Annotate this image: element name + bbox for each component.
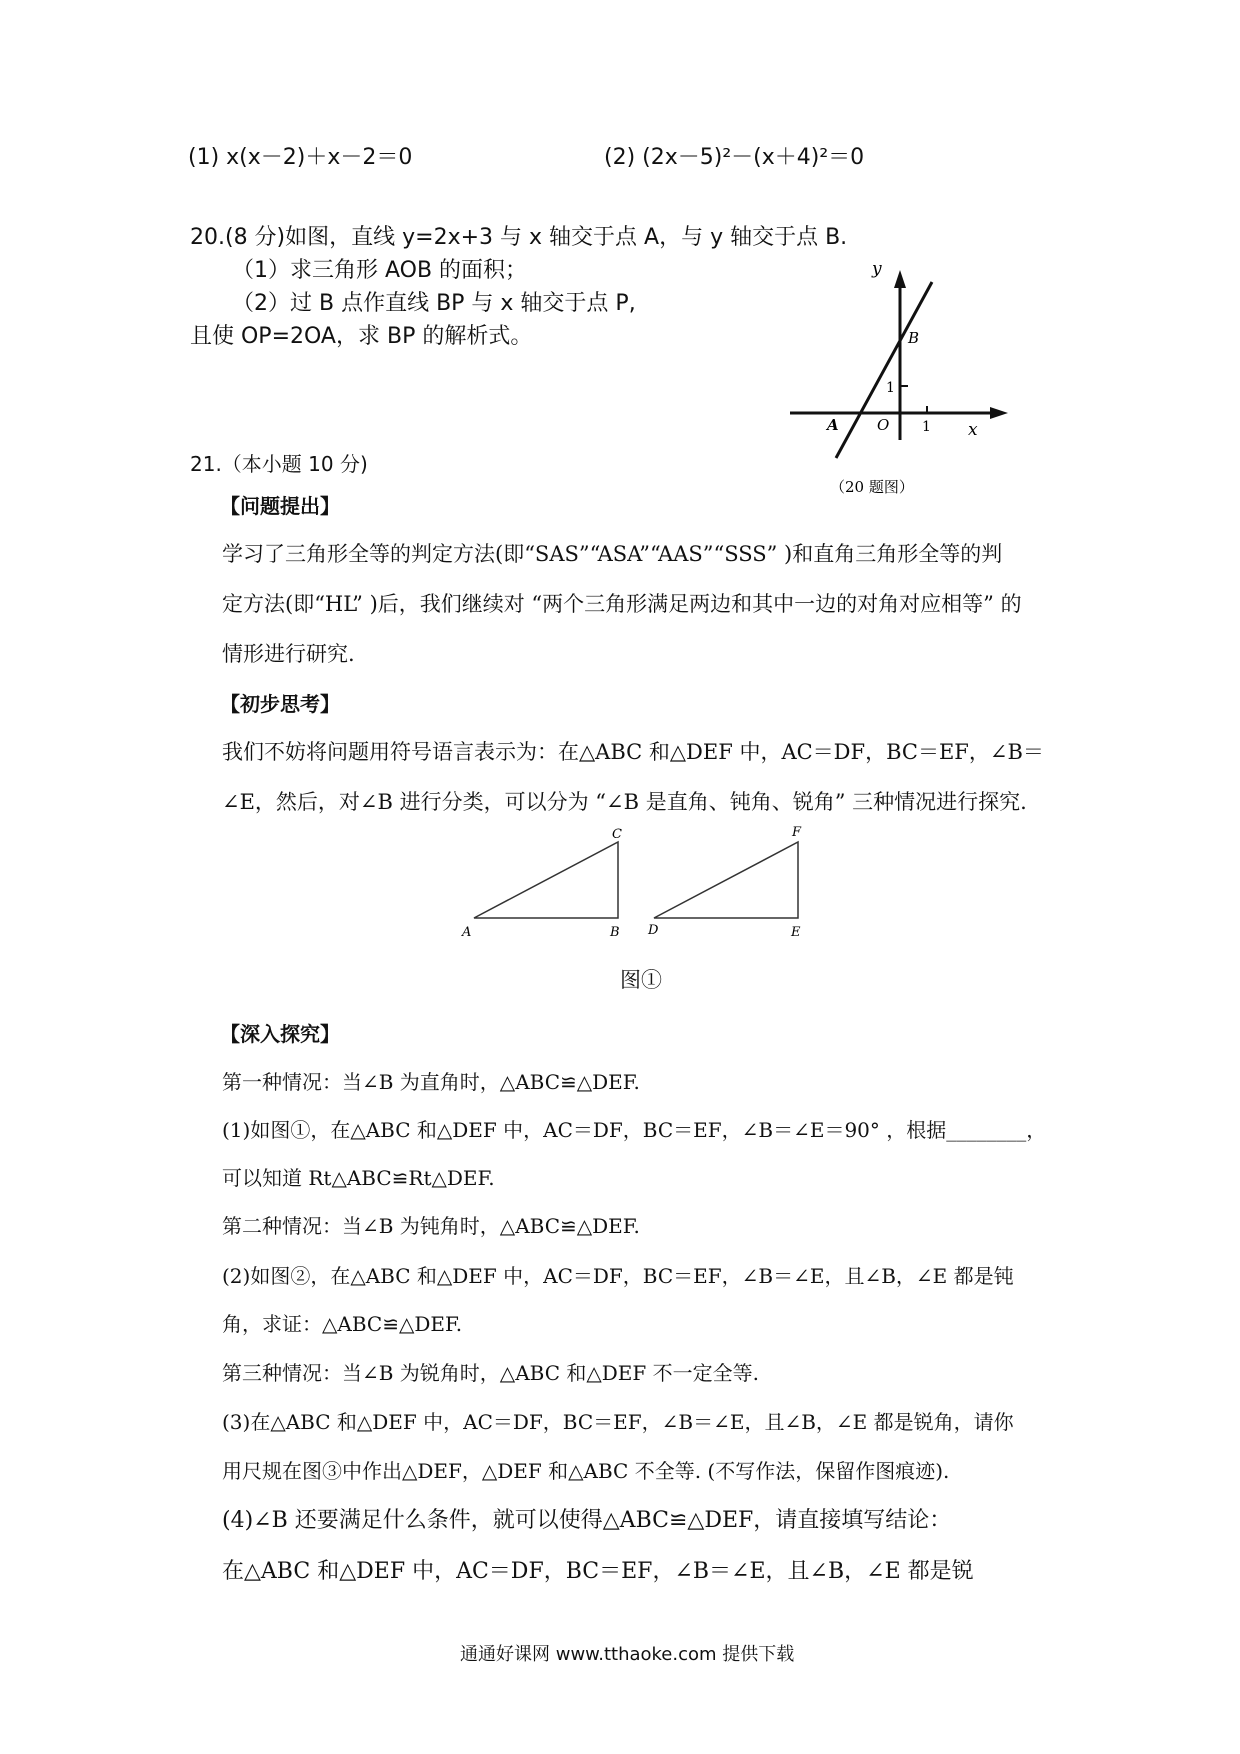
part1-line1: (1)如图①，在△ABC 和△DEF 中，AC＝DF，BC＝EF，∠B＝∠E＝90° ，根据________， (222, 1118, 1047, 1142)
figure-1-caption: 图① (620, 968, 662, 992)
sec2-line1: 我们不妨将问题用符号语言表示为：在△ABC 和△DEF 中，AC＝DF，BC＝EF，∠B＝ (222, 740, 1044, 764)
case2-text: 第二种情况：当∠B 为钝角时，△ABC≌△DEF. (222, 1214, 640, 1238)
y-axis-label: y (872, 259, 882, 279)
vertex-c-label: C (612, 827, 622, 842)
triangle-def (654, 842, 798, 918)
triangle-abc (474, 842, 618, 918)
y-unit-label: 1 (886, 380, 895, 396)
sec1-line1: 学习了三角形全等的判定方法(即“SAS”“ASA”“AAS”“SSS” )和直角三角形全等的判 (222, 542, 1003, 566)
q20-line2: （1）求三角形 AOB 的面积； (232, 258, 528, 283)
vertex-f-label: F (792, 826, 802, 840)
figure-1-triangles (460, 826, 820, 946)
section-title-initial-thoughts: 【初步思考】 (220, 692, 340, 716)
q20-line3: （2）过 B 点作直线 BP 与 x 轴交于点 P, (232, 291, 636, 316)
q19-part2: (2) (2x－5)²－(x＋4)²＝0 (604, 145, 865, 170)
case1-text: 第一种情况：当∠B 为直角时，△ABC≌△DEF. (222, 1070, 640, 1094)
x-unit-label: 1 (922, 419, 931, 435)
point-a-label: A (827, 416, 839, 434)
vertex-a-label: A (462, 925, 472, 940)
point-b-label: B (908, 329, 920, 347)
q21-header: 21.（本小题 10 分) (190, 452, 368, 476)
q20-line1: 20.(8 分)如图，直线 y=2x+3 与 x 轴交于点 A，与 y 轴交于点 B. (190, 225, 848, 250)
section-title-deep-exploration: 【深入探究】 (220, 1022, 340, 1046)
q20-figure-caption: （20 题图） (830, 478, 914, 496)
part2-line2: 角，求证：△ABC≌△DEF. (222, 1312, 463, 1336)
sec1-line3: 情形进行研究. (222, 642, 355, 666)
q19-part1: (1) x(x－2)＋x－2＝0 (188, 145, 413, 170)
q20-line4: 且使 OP=2OA，求 BP 的解析式。 (190, 324, 533, 349)
page-footer: 通通好课网 www.tthaoke.com 提供下载 (460, 1644, 795, 1665)
part3-line1: (3)在△ABC 和△DEF 中，AC＝DF，BC＝EF，∠B＝∠E，且∠B，∠E 都是锐角，请你 (222, 1410, 1014, 1434)
q20-figure (780, 250, 1020, 500)
vertex-b-label: B (610, 925, 620, 940)
origin-label: O (877, 416, 890, 434)
sec2-line2: ∠E，然后，对∠B 进行分类，可以分为 “∠B 是直角、钝角、锐角” 三种情况进行探究. (222, 790, 1027, 814)
part3-line2: 用尺规在图③中作出△DEF，△DEF 和△ABC 不全等. (不写作法，保留作图痕迹). (222, 1459, 950, 1483)
vertex-e-label: E (791, 925, 801, 940)
x-axis-arrow-icon (990, 407, 1008, 419)
part2-line1: (2)如图②，在△ABC 和△DEF 中，AC＝DF，BC＝EF，∠B＝∠E，且∠B，∠E 都是钝 (222, 1264, 1014, 1288)
part1-line2: 可以知道 Rt△ABC≌Rt△DEF. (222, 1166, 495, 1190)
vertex-d-label: D (648, 923, 659, 938)
y-axis-arrow-icon (894, 270, 906, 288)
x-axis-label: x (968, 420, 978, 440)
part4-line2: 在△ABC 和△DEF 中，AC＝DF，BC＝EF，∠B＝∠E，且∠B，∠E 都是锐 (222, 1559, 974, 1584)
case3-text: 第三种情况：当∠B 为锐角时，△ABC 和△DEF 不一定全等. (222, 1361, 759, 1385)
part4-line1: (4)∠B 还要满足什么条件，就可以使得△ABC≌△DEF，请直接填写结论： (222, 1508, 952, 1533)
section-title-question: 【问题提出】 (220, 494, 340, 518)
sec1-line2: 定方法(即“HL” )后，我们继续对 “两个三角形满足两边和其中一边的对角对应相等” 的 (222, 592, 1022, 616)
